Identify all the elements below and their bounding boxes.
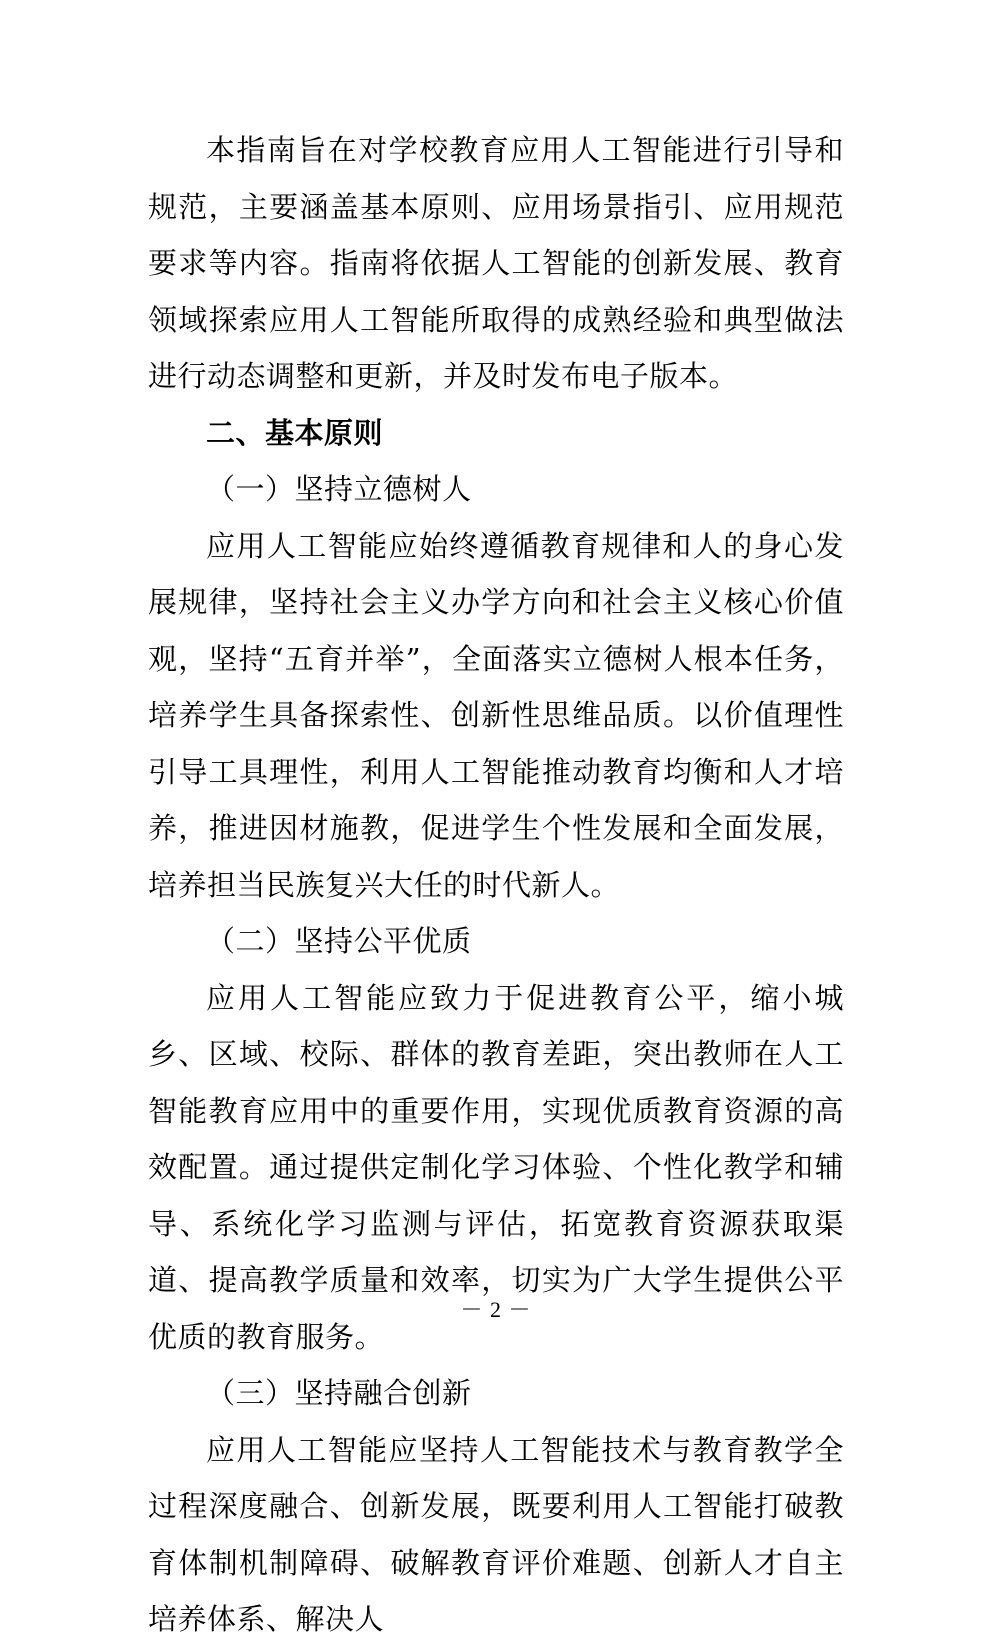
- subheading-moral-education: （一）坚持立德树人: [206, 472, 472, 506]
- paragraph-integration-innovation: 应用人工智能应坚持人工智能技术与教育教学全过程深度融合、创新发展，既要利用人工智能打破教育体制机制障碍、破解教育评价难题、创新人才自主培养体系、解决人: [148, 1432, 844, 1636]
- subheading-fairness-quality: （二）坚持公平优质: [206, 924, 472, 958]
- section-heading-basic-principles: 二、基本原则: [206, 415, 384, 450]
- page-number: － 2 －: [460, 1297, 532, 1322]
- paragraph-moral-education: 应用人工智能应始终遵循教育规律和人的身心发展规律，坚持社会主义办学方向和社会主义核心价值观，坚持“五育并举”，全面落实立德树人根本任务，培养学生具备探索性、创新性思维品质。以价值理性引导工具理性，利用人工智能推动教育均衡和人才培养，推进因材施教，促进学生个性发展和全面发展，培养担当民族复兴大任的时代新人。: [148, 528, 844, 902]
- paragraph-fairness-quality: 应用人工智能应致力于促进教育公平，缩小城乡、区域、校际、群体的教育差距，突出教师在人工智能教育应用中的重要作用，实现优质教育资源的高效配置。通过提供定制化学习体验、个性化教学和辅导、系统化学习监测与评估，拓宽教育资源获取渠道、提高教学质量和效率，切实为广大学生提供公平优质的教育服务。: [148, 980, 844, 1354]
- page-content: [148, 122, 844, 1648]
- intro-paragraph: 本指南旨在对学校教育应用人工智能进行引导和规范，主要涵盖基本原则、应用场景指引、应用规范要求等内容。指南将依据人工智能的创新发展、教育领域探索应用人工智能所取得的成熟经验和典型做法进行动态调整和更新，并及时发布电子版本。: [148, 133, 844, 393]
- subheading-integration-innovation: （三）坚持融合创新: [206, 1376, 472, 1410]
